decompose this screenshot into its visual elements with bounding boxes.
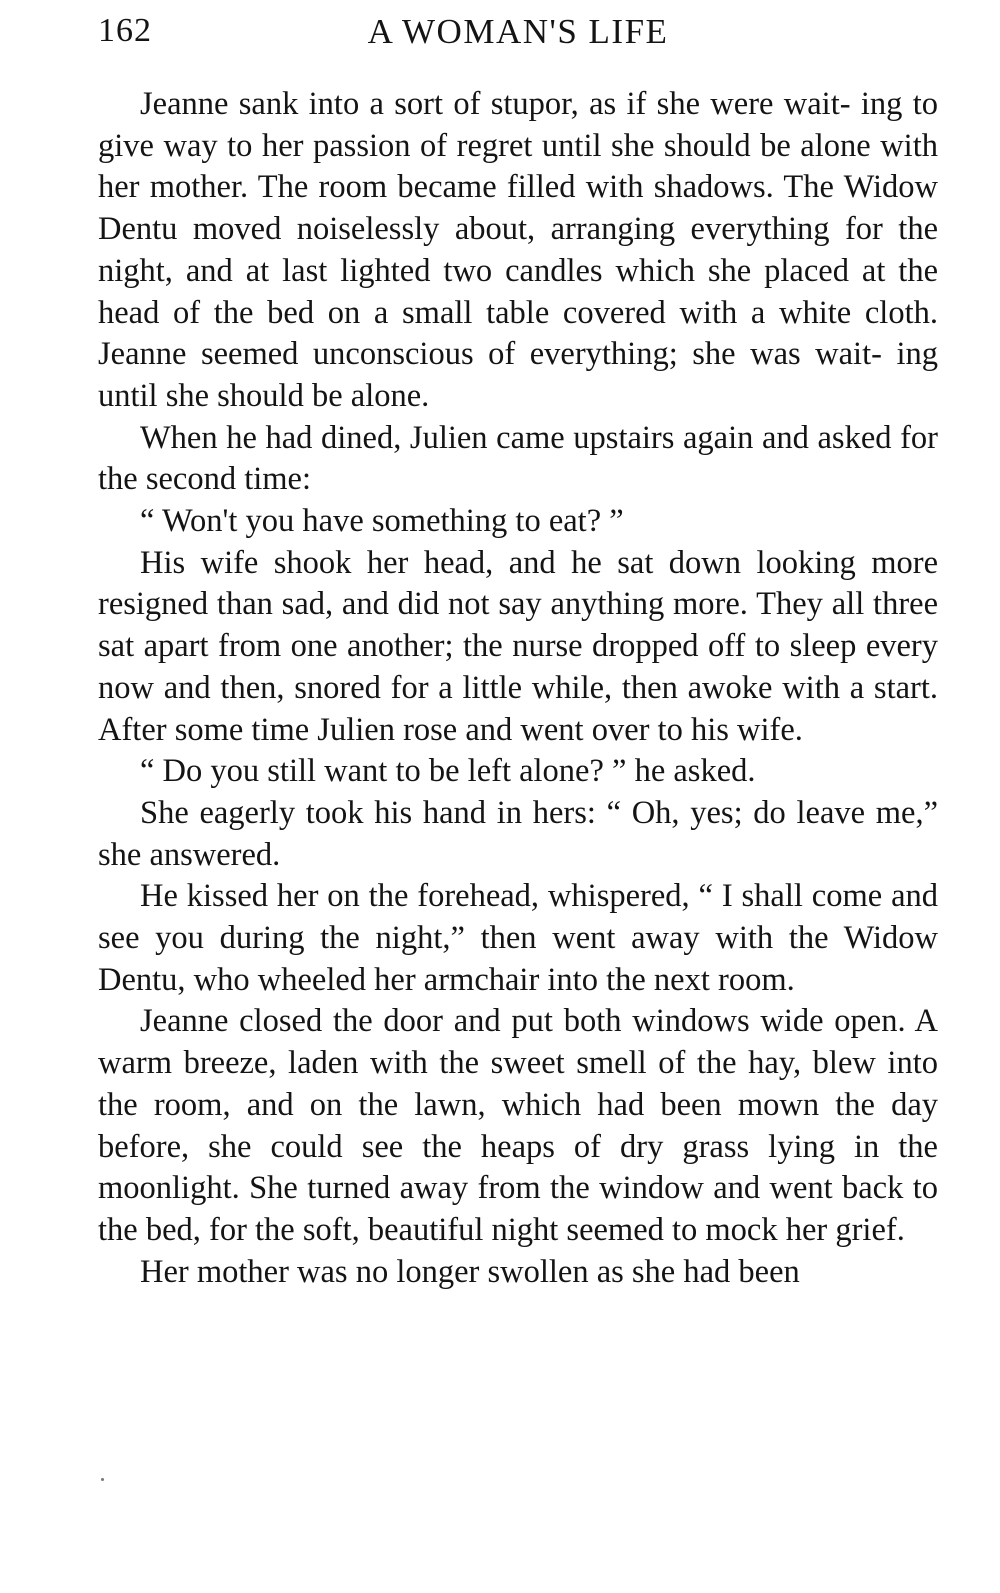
paragraph: Jeanne sank into a sort of stupor, as if she were wait- ing to give way to her passion of regret until she should be alone with her mother. The room became filled with shadows. The Widow Dentu moved noiselessly about, arranging everything for the night, and at last lighted two candles which she placed at the head of the bed on a small table covered with a white cloth. Jeanne seemed unconscious of everything; she was wait- ing until she should be alone. <box>98 86 938 414</box>
print-speck <box>101 1478 104 1481</box>
paragraph: Her mother was no longer swollen as she had been <box>140 1253 800 1290</box>
paragraph: “ Won't you have something to eat? ” <box>140 503 624 540</box>
page-number: 162 <box>98 12 152 49</box>
paragraph: She eagerly took his hand in hers: “ Oh, yes; do leave me,” she answered. <box>98 794 938 873</box>
paragraph: “ Do you still want to be left alone? ” he asked. <box>140 753 756 790</box>
book-title: A WOMAN'S LIFE <box>367 12 669 51</box>
running-head <box>98 12 938 60</box>
paragraph: When he had dined, Julien came upstairs again and asked for the second time: <box>98 419 938 498</box>
paragraph: Jeanne closed the door and put both windows wide open. A warm breeze, laden with the sweet smell of the hay, blew into the room, and on the lawn, which had been mown the day before, she could see the heaps of dry grass lying in the moonlight. She turned away from the window and went back to the bed, for the soft, beautiful night seemed to mock her grief. <box>98 1003 938 1248</box>
body-text <box>98 84 938 1293</box>
paragraph: His wife shook her head, and he sat down looking more resigned than sad, and did not say anything more. They all three sat apart from one another; the nurse dropped off to sleep every now and then, snored for a little while, then awoke with a start. After some time Julien rose and went over to his wife. <box>98 544 938 748</box>
paragraph: He kissed her on the forehead, whispered, “ I shall come and see you during the night,” then went away with the Widow Dentu, who wheeled her armchair into the next room. <box>98 878 938 998</box>
